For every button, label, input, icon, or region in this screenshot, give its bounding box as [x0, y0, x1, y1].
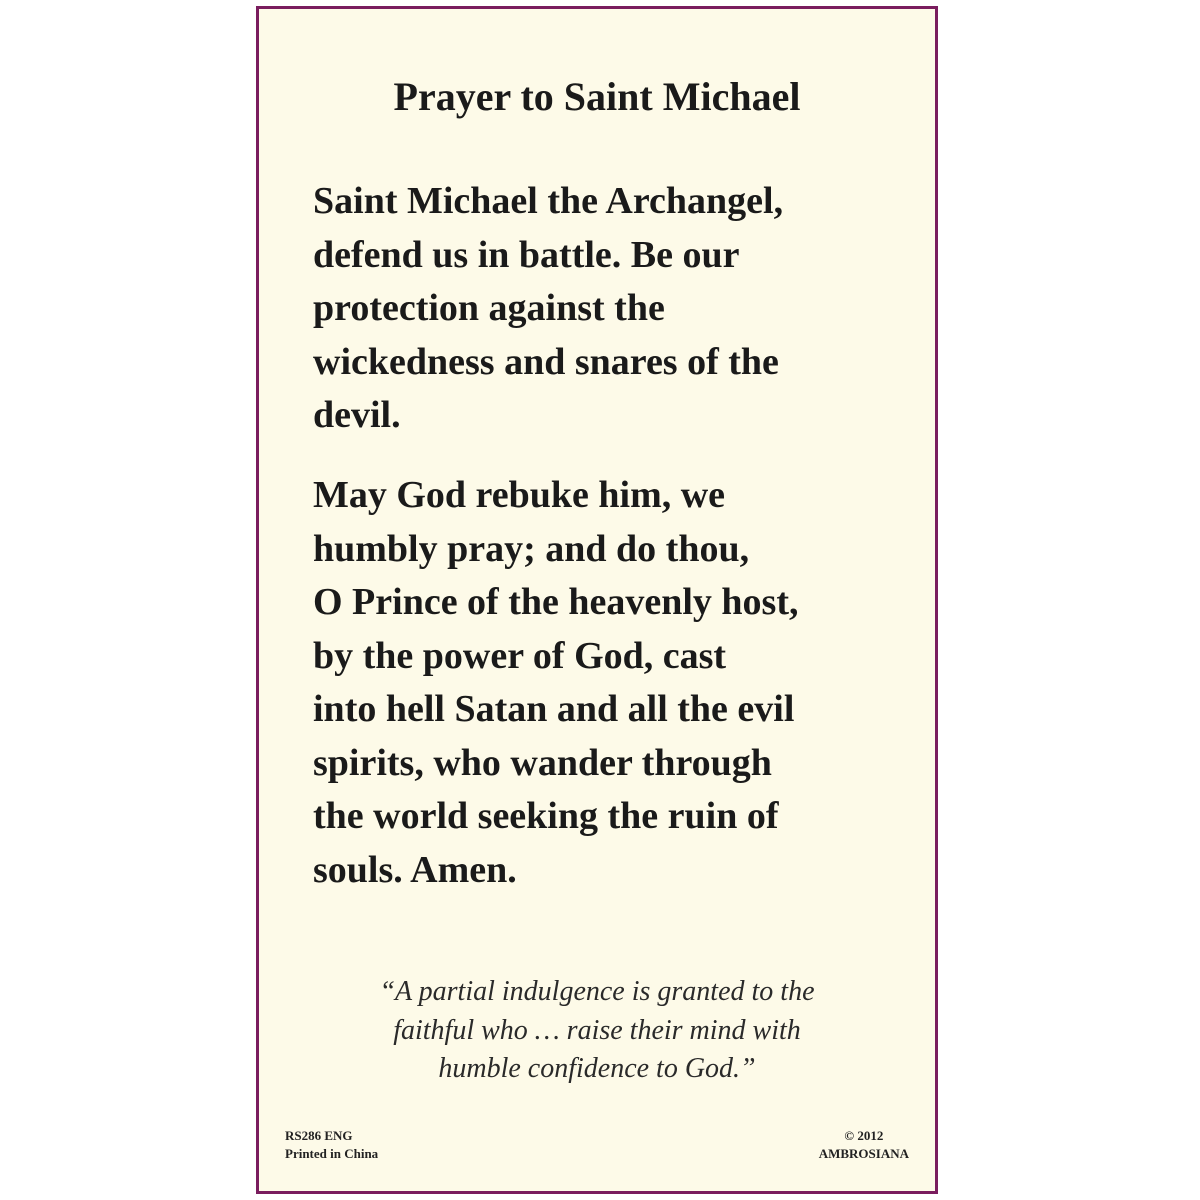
prayer-line: humbly pray; and do thou, [313, 527, 750, 570]
prayer-line: into hell Satan and all the evil [313, 688, 795, 730]
prayer-paragraph-1 [313, 175, 913, 443]
footer-right [819, 1127, 909, 1163]
copyright-year: © 2012 [844, 1128, 884, 1143]
prayer-line: wickedness and snares of the [313, 340, 779, 383]
prayer-title: Prayer to Saint Michael [393, 74, 801, 119]
prayer-line: the world seeking the ruin of [313, 795, 779, 837]
publisher-name: AMBROSIANA [818, 1146, 909, 1161]
prayer-line: defend us in battle. Be our [313, 233, 740, 276]
prayer-line: devil. [313, 394, 401, 436]
prayer-line: Saint Michael the Archangel, [313, 180, 784, 222]
product-code: RS286 ENG [285, 1128, 353, 1143]
indulgence-quote [259, 973, 935, 1089]
prayer-line: May God rebuke him, we [313, 474, 726, 516]
printed-origin: Printed in China [285, 1146, 379, 1161]
prayer-line: O Prince of the heavenly host, [313, 581, 799, 623]
footer-left [285, 1127, 378, 1163]
quote-line: humble confidence to God.” [438, 1053, 756, 1084]
prayer-card [256, 6, 938, 1194]
quote-line: faithful who … raise their mind with [393, 1014, 801, 1046]
quote-line: “A partial indulgence is granted to the [379, 976, 815, 1007]
prayer-paragraph-2 [313, 469, 913, 897]
prayer-line: spirits, who wander through [313, 741, 772, 784]
prayer-line: protection against the [313, 287, 665, 329]
prayer-line: souls. Amen. [313, 848, 517, 891]
prayer-line: by the power of God, cast [313, 634, 727, 677]
